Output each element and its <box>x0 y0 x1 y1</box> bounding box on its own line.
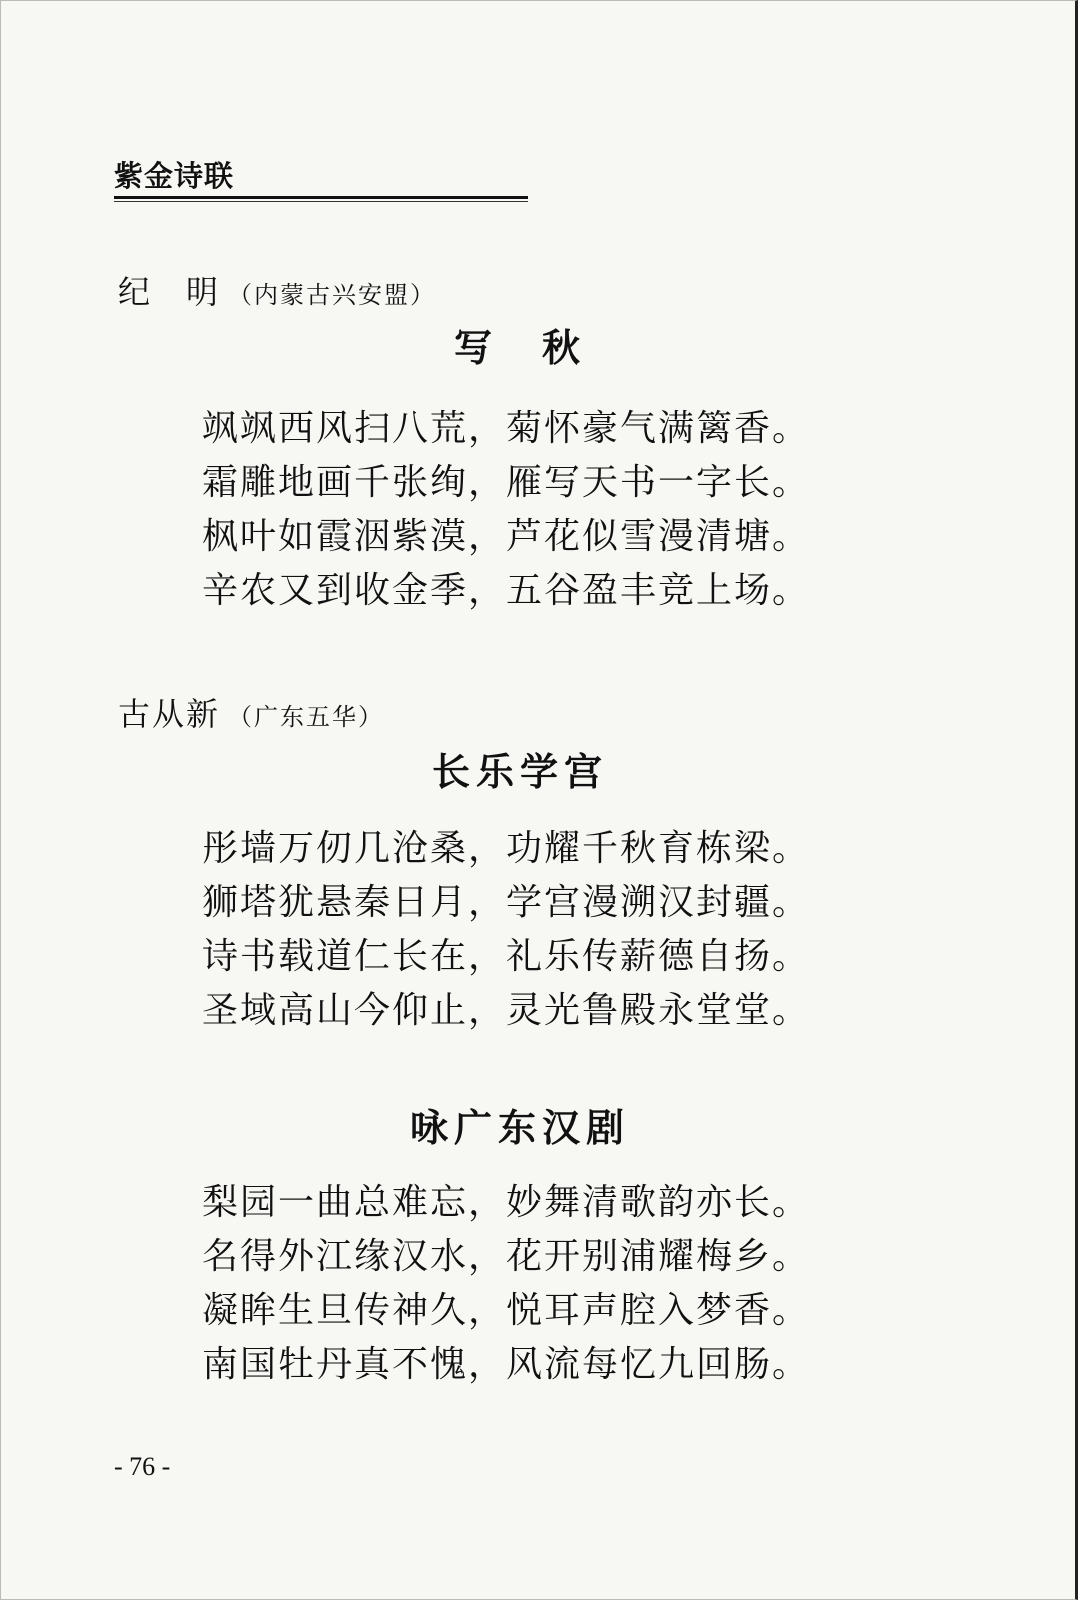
book-title: 紫金诗联 <box>114 159 235 193</box>
poem-line: 凝眸生旦传神久，悦耳声腔入梦香。 <box>202 1290 811 1331</box>
poem-line: 辛农又到收金季，五谷盈丰竞上场。 <box>202 570 811 611</box>
poem-line: 霜雕地画千张绚，雁写天书一字长。 <box>202 462 811 503</box>
poem-body <box>202 822 810 1038</box>
poem-line: 枫叶如霞洇紫漠，芦花似雪漫清塘。 <box>202 516 811 557</box>
poem-body <box>202 402 810 618</box>
poem-line: 圣域高山今仰止，灵光鲁殿永堂堂。 <box>202 990 811 1031</box>
author-origin: （广东五华） <box>228 703 385 731</box>
author-line <box>118 694 384 737</box>
author-name: 纪 明 <box>118 273 221 311</box>
author-line <box>118 272 436 315</box>
poem-line: 飒飒西风扫八荒，菊怀豪气满篱香。 <box>202 408 811 449</box>
page-number: - 76 - <box>114 1452 171 1481</box>
poem-line: 诗书载道仁长在，礼乐传薪德自扬。 <box>202 936 811 977</box>
author-name: 古从新 <box>118 695 221 733</box>
poem-line: 南国牡丹真不愧，风流每忆九回肠。 <box>202 1344 811 1385</box>
author-origin: （内蒙古兴安盟） <box>228 281 437 309</box>
poem-line: 狮塔犹悬秦日月，学宫漫溯汉封疆。 <box>202 882 811 923</box>
poem-line: 彤墙万仞几沧桑，功耀千秋育栋梁。 <box>202 828 811 869</box>
poem-title: 长乐学宫 <box>431 750 608 794</box>
poem-title: 咏广东汉剧 <box>409 1106 630 1150</box>
poem-body <box>202 1176 810 1392</box>
poem-title: 写 秋 <box>453 326 586 370</box>
running-header <box>114 158 528 202</box>
poem-line: 名得外江缘汉水，花开别浦耀梅乡。 <box>202 1236 811 1277</box>
header-rule-thin <box>114 201 528 202</box>
header-rule <box>114 196 528 199</box>
poem-line: 梨园一曲总难忘，妙舞清歌韵亦长。 <box>202 1182 811 1223</box>
